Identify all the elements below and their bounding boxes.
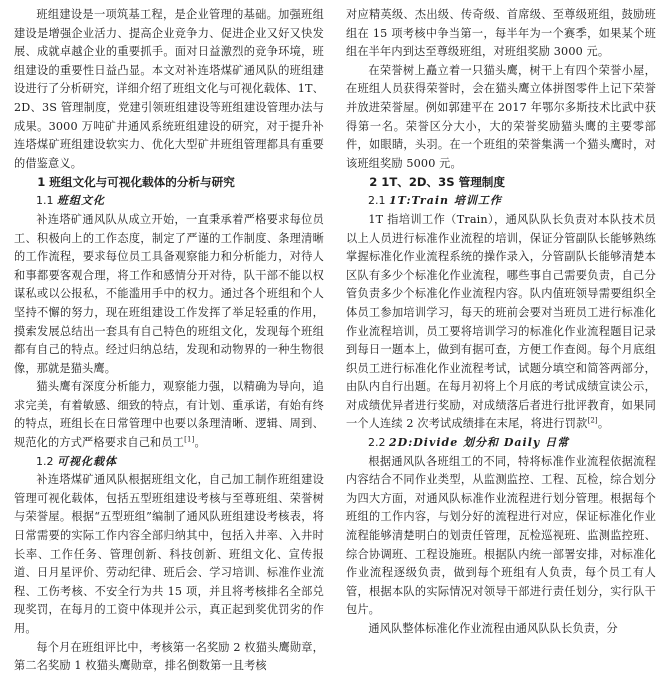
owl-paragraph: [14, 378, 324, 452]
subsection-number: 1.1: [36, 194, 54, 208]
intro-paragraph: 班组建设是一项筑基工程，是企业管理的基础。加强班组建设是增强企业活力、提高企业竞争力、促进企业又好又快发展、成就卓越企业的重要抓手。面对日益激烈的竞争环境，班组建设的重要性日益凸显。本文对补连塔煤矿通风队的班组建设进行了分析研究，详细介绍了班组文化与可视化载体、1T、2D、3S 管理制度，党建引领班组建设等班组建设管理办法与成果。3000 万吨矿井通风系统班组建设的研究，对于提升补连塔煤矿班组建设软实力、优化大型矿井班组管理都具有重要的借鉴意义。: [14, 8, 324, 170]
monthly-ranking-paragraph: 每个月在班组评比中，考核第一名奖励 2 枚猫头鹰勋章，第二名奖励 1 枚猫头鹰勋章，排名倒数第一且考核: [14, 640, 324, 673]
subsection-2-2-heading: [346, 434, 656, 453]
divide-paragraph: 根据通风队各班组工的不同，特将标准作业流程依据流程内容结合不同作业类型，从监测监控、工程、瓦检，综合划分为四大方面，对通风队标准作业流程进行划分管理。根据每个班组的工作内容，与划分好的流程进行对应，保证标准化作业流程能够清楚明白的划责任管理，瓦检巡视班、监测监控班、综合协调班、工程设施班。根据队内统一部署安排，对标准化作业流程逐级负责，做到每个班组有人负责，每个员工有人管，根据本队的实际情况对领导干部进行责任划分，实行队干包片。: [346, 454, 656, 617]
subsection-number: 1.2: [36, 454, 54, 468]
section-2-heading: 2 1T、2D、3S 管理制度: [369, 175, 505, 190]
training-paragraph-text: 1T 指培训工作（Train），通风队队长负责对本队技术员以上人员进行标准作业流程的培训，保证分管副队长能够熟练掌握标准化作业流程系统的操作录入，分管副队长能够清楚本区队有多少个标准化作业流程，哪些事自己需要负责，自己分管负责多少个标准化作业流程内容。队内值班领导需要组织全体员工参加培训学习，每天的班前会要对当班员工进行标准化作业流程培训，员工要将培训学习的标准化作业流程题目记录到每日一题本上，做到有据可查，方便工作查阅。每个月底组织员工进行标准化作业流程考试，试题分填空和简答两部分，由队内自行出题。在每月初将上个月底的考试成绩宣读公示，对成绩优异者进行奖励，对成绩落后者进行批评教育，如果同一个人连续 2 次考试成绩排在末尾，将进行罚款: [346, 212, 656, 431]
right-column: [346, 6, 656, 645]
subsection-number: 2.1: [368, 194, 386, 208]
citation-ref: [1]: [184, 435, 195, 444]
honor-tree-paragraph: 在荣誉树上矗立着一只猫头鹰，树干上有四个荣誉小屋，在班组人员获得荣誉时，会在猫头鹰立体拼图零件上记下荣誉并放进荣誉屋。例如郭建平在 2017 年鄂尔多斯技术比武中获得第一名。荣誉区分大小，大的荣誉奖励猫头鹰的主要零部件，如眼睛，头羽。在一个班组的荣誉集满一个猫头鹰时，对该班组奖励 5000 元。: [346, 63, 656, 170]
continued-paragraph: 对应精英级、杰出级、传奇级、首席级、至尊级班组，鼓励班组在 15 项考核中争当第一，每半年为一个赛季，如果某个班组在半年内到达至尊级班组，对班组奖励 3000 元。: [346, 8, 656, 59]
training-paragraph-end: 。: [597, 417, 610, 431]
subsection-title: 班组文化: [57, 194, 105, 208]
training-paragraph: [346, 211, 656, 434]
subsection-title: 2D:Divide 划分和 Daily 日常: [389, 436, 570, 450]
subsection-title: 可视化载体: [57, 454, 117, 468]
owl-paragraph-end: 。: [194, 436, 206, 450]
subsection-number: 2.2: [368, 436, 386, 450]
citation-ref: [2]: [587, 416, 598, 425]
team-culture-paragraph: 补连塔矿通风队从成立开始，一直秉承着严格要求每位员工、积极向上的工作态度，制定了严谨的工作制度、条理清晰的工作流程，要求每位员工具备观察能力和分析能力，对待人和事都要客观合理，将工作和感情分开对待，队干部不能以权谋私或以公报私，不能滥用手中的权力。通过各个班组和个人坚持不懈的努力，现在班组建设工作发挥了举足轻重的作用，摸索发展总结出一套具有自己特色的班组文化，发现每个班组都有自己的特点。经过归纳总结，发现和动物界的一种生物很像，那就是猫头鹰。: [14, 212, 324, 375]
subsection-title: 1T:Train 培训工作: [389, 194, 502, 208]
visual-carrier-paragraph: 补连塔煤矿通风队根据班组文化，自己加工制作班组建设管理可视化载体，包括五型班组建设考核与至尊班组、荣誉树与荣誉屋。根据“五型班组”编制了通风队班组建设考核表，将日常需要的实际工作内容全部归纳其中，包括入井率、入井时长率、工作任务、管理创新、科技创新、班组文化、宣传报道、日月星评价、劳动纪律、班后会、学习培训、标准作业流程、工伤考核、不安全行为共 15 项，并且将考核排名全部兑现奖罚，在每月的工资中体现并公示，真正起到奖优罚劣的作用。: [14, 473, 324, 635]
subsection-2-1-heading: [346, 192, 656, 211]
section-1-heading: 1 班组文化与可视化载体的分析与研究: [37, 175, 235, 190]
overall-process-paragraph: 通风队整体标准化作业流程由通风队队长负责，分: [368, 622, 618, 635]
left-column: [14, 6, 324, 673]
owl-paragraph-text: 猫头鹰有深度分析能力，观察能力强，以精确为导向，追求完美，有着敏感、细致的特点，有计划、重承诺，有始有终的特点，班组长在日常管理中也要以条理清晰、逻辑、周到、规范化的方式严格要求自己和员工: [14, 380, 324, 450]
subsection-1-1-heading: [14, 192, 324, 211]
subsection-1-2-heading: [14, 453, 324, 472]
